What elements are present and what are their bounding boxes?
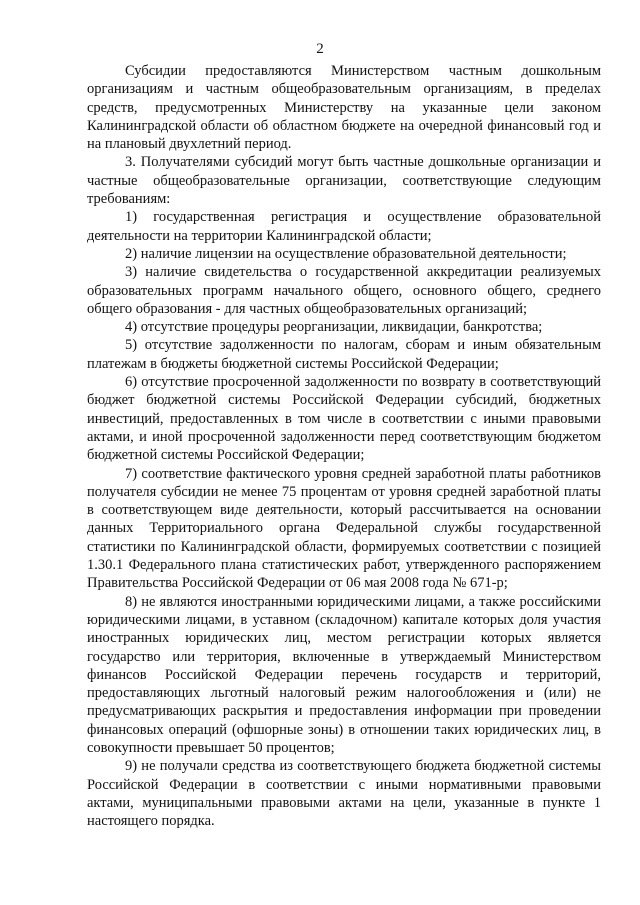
requirement-item-6: 6) отсутствие просроченной задолженности по возврату в соответствующий бюджет бюджетной системы Российской Федерации субсидий, бюджетных инвестиций, предоставленных в том числе в соответствии с иными правовыми актами, и иной просроченной задолженности перед соответствующим бюджетом бюджетной системы Российской Федерации; bbox=[87, 374, 601, 464]
requirement-item-8: 8) не являются иностранными юридическими лицами, а также российскими юридическими лицами, в уставном (складочном) капитале которых доля участия иностранных юридических лиц, местом регистрации которых является государство или территория, включенные в утверждаемый Министерством финансов Российской Федерации перечень государств и территорий, предоставляющих льготный налоговый режим налогообложения и (или) не предусматривающих раскрытия и предоставления информации при проведении финансовых операций (офшорные зоны) в отношении таких юридических лиц, в совокупности превышает 50 процентов; bbox=[87, 593, 601, 756]
requirement-item-7: 7) соответствие фактического уровня средней заработной платы работников получателя субсидии не менее 75 процентам от уровня средней заработной платы в соответствующем виде деятельности, который рассчитывается на основании данных Территориального органа Федеральной службы государственной статистики по Калининградской области, формируемых соответствии с позицией 1.30.1 Федерального плана статистических работ, утвержденного распоряжением Правительства Российской Федерации от 06 мая 2008 года № 671-р; bbox=[87, 465, 601, 592]
requirement-item-5: 5) отсутствие задолженности по налогам, сборам и иным обязательным платежам в бюджеты бюджетной системы Российской Федерации; bbox=[87, 337, 601, 372]
page-number: 2 bbox=[316, 41, 324, 57]
paragraph-subsidy-intro: Субсидии предоставляются Министерством частным дошкольным организациям и частным общеобразовательным организациям, в пределах средств, предусмотренных Министерству на указанные цели законом Калининградской области об областном бюджете на очередной финансовый год и на плановый двухлетний период. bbox=[87, 63, 601, 153]
requirement-item-9: 9) не получали средства из соответствующего бюджета бюджетной системы Российской Федерации в соответствии с иными нормативными правовыми актами, муниципальными правовыми актами на цели, указанные в пункте 1 настоящего порядка. bbox=[87, 758, 601, 830]
requirement-item-1: 1) государственная регистрация и осуществление образовательной деятельности на территории Калининградской области; bbox=[87, 209, 601, 244]
requirement-item-2: 2) наличие лицензии на осуществление образовательной деятельности; bbox=[125, 245, 567, 262]
document-body bbox=[87, 62, 601, 830]
requirement-item-4: 4) отсутствие процедуры реорганизации, ликвидации, банкротства; bbox=[125, 319, 543, 336]
paragraph-clause-3: 3. Получателями субсидий могут быть частные дошкольные организации и частные общеобразовательные организации, соответствующие следующим требованиям: bbox=[87, 154, 601, 208]
requirement-item-3: 3) наличие свидетельства о государственной аккредитации реализуемых образовательных программ начального общего, основного общего, среднего общего образования - для частных общеобразовательных организаций; bbox=[87, 264, 601, 317]
